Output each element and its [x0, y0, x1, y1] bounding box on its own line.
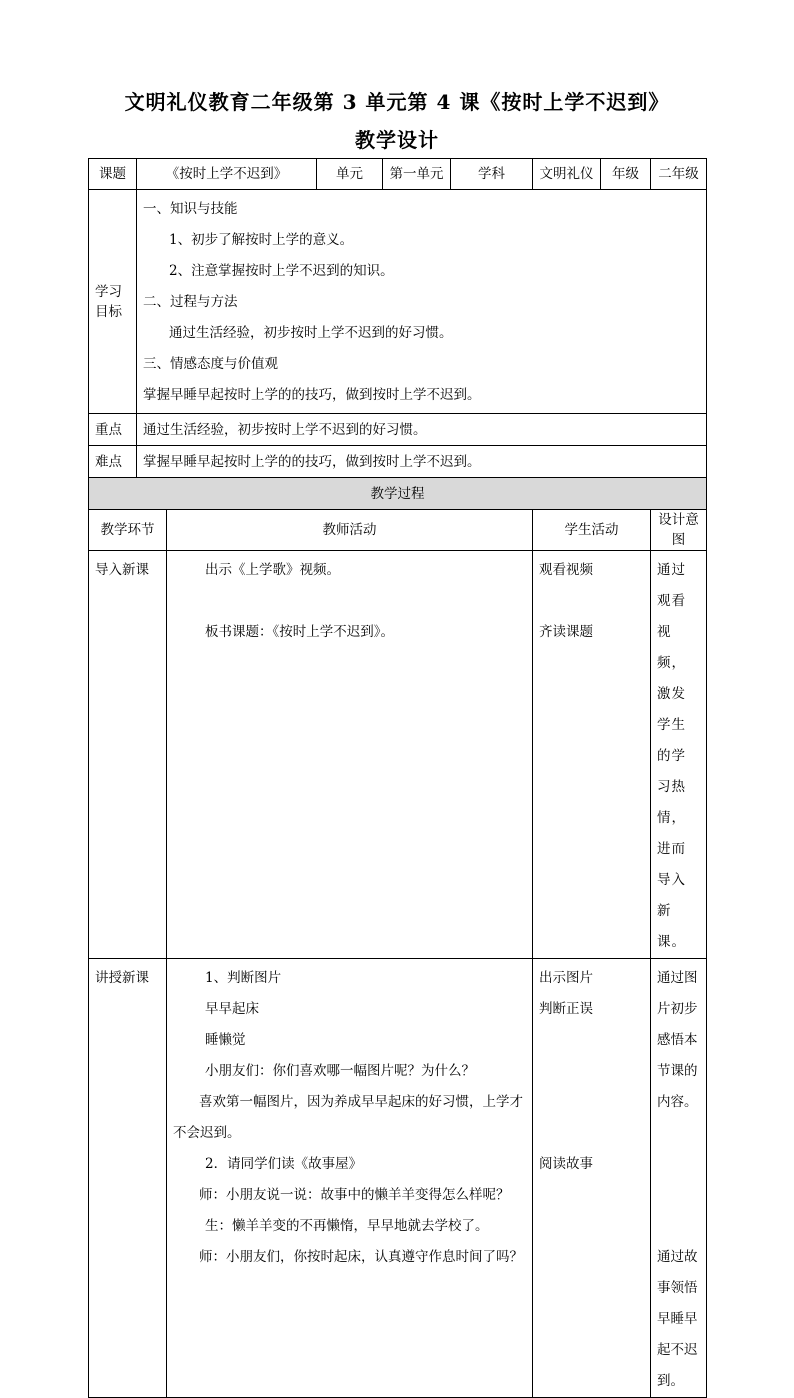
col-header-teacher: 教师活动 [167, 510, 533, 551]
new-lesson-stage [89, 959, 167, 1398]
teacher-activity-line: 1、判断图片 [205, 970, 282, 986]
difficulty-text: 掌握早睡早起按时上学的的技巧，做到按时上学不迟到。 [137, 446, 707, 478]
student-activity-line: 观看视频 [539, 562, 593, 578]
key-point-label: 重点 [89, 414, 137, 446]
teacher-activity-line: 早早起床 [205, 1001, 259, 1017]
process-heading: 教学过程 [89, 478, 707, 510]
document-subtitle: 教学设计 [355, 128, 439, 152]
new-lesson-student [533, 959, 651, 1398]
objectives-label: 学习目标 [89, 190, 137, 414]
objective-heading: 二、过程与方法 [143, 294, 238, 310]
unit-value: 第一单元 [383, 159, 451, 190]
col-header-student: 学生活动 [533, 510, 651, 551]
document-title: 文明礼仪教育二年级第 3 单元第 4 课《按时上学不迟到》 [124, 90, 670, 114]
new-lesson-stage-label: 讲授新课 [95, 970, 149, 986]
lesson-plan-table [88, 158, 707, 1398]
teacher-activity-line: 2．请同学们读《故事屋》 [205, 1156, 363, 1172]
intro-intent [651, 551, 707, 959]
objective-item: 1、初步了解按时上学的意义。 [169, 232, 354, 248]
teacher-activity-line: 生：懒羊羊变的不再懒惰，早早地就去学校了。 [205, 1218, 489, 1234]
new-lesson-intent [651, 959, 707, 1398]
teacher-activity-line: 喜欢第一幅图片，因为养成早早起床的好习惯，上学才不会迟到。 [173, 1094, 523, 1141]
student-activity-line: 出示图片 [539, 970, 593, 986]
design-intent-text: 通过观看视频，激发学生的学习热情，进而导入新课。 [657, 562, 686, 950]
teacher-activity-line: 睡懒觉 [205, 1032, 246, 1048]
objective-item: 2、注意掌握按时上学不迟到的知识。 [169, 263, 394, 279]
intro-row [89, 551, 707, 959]
objective-heading: 一、知识与技能 [143, 201, 238, 217]
topic-value: 《按时上学不迟到》 [137, 159, 317, 190]
design-intent-text: 通过故事领悟早睡早起不迟到。 [657, 1249, 698, 1389]
design-intent-text: 通过图片初步感悟本节课的内容。 [657, 970, 698, 1110]
objectives-row [89, 190, 707, 414]
key-point-text: 通过生活经验，初步按时上学不迟到的好习惯。 [137, 414, 707, 446]
key-point-row [89, 414, 707, 446]
objective-item: 掌握早睡早起按时上学的的技巧，做到按时上学不迟到。 [143, 387, 481, 403]
teacher-activity-line: 师：小朋友说一说：故事中的懒羊羊变得怎么样呢？ [199, 1187, 510, 1203]
intro-teacher [167, 551, 533, 959]
new-lesson-teacher [167, 959, 533, 1398]
teacher-activity-line: 师：小朋友们，你按时起床，认真遵守作息时间了吗？ [199, 1249, 523, 1265]
difficulty-row [89, 446, 707, 478]
objective-heading: 三、情感态度与价值观 [143, 356, 278, 372]
teacher-activity-line: 出示《上学歌》视频。 [205, 562, 340, 578]
process-heading-row [89, 478, 707, 510]
subject-label: 学科 [451, 159, 533, 190]
grade-label: 年级 [601, 159, 651, 190]
objective-item: 通过生活经验，初步按时上学不迟到的好习惯。 [169, 325, 453, 341]
student-activity-line: 齐读课题 [539, 624, 593, 640]
intro-stage-label: 导入新课 [95, 562, 149, 578]
subject-value: 文明礼仪 [533, 159, 601, 190]
intro-student [533, 551, 651, 959]
intro-stage [89, 551, 167, 959]
process-header-row [89, 510, 707, 551]
col-header-intent: 设计意图 [651, 510, 707, 551]
info-row [89, 159, 707, 190]
grade-value: 二年级 [651, 159, 707, 190]
new-lesson-row [89, 959, 707, 1398]
objectives-content [137, 190, 707, 414]
unit-label: 单元 [317, 159, 383, 190]
student-activity-line: 阅读故事 [539, 1156, 593, 1172]
teacher-activity-line: 板书课题：《按时上学不迟到》。 [205, 624, 394, 640]
topic-label: 课题 [89, 159, 137, 190]
difficulty-label: 难点 [89, 446, 137, 478]
student-activity-line: 判断正误 [539, 1001, 593, 1017]
col-header-stage: 教学环节 [89, 510, 167, 551]
teacher-activity-line: 小朋友们：你们喜欢哪一幅图片呢？为什么？ [205, 1063, 475, 1079]
